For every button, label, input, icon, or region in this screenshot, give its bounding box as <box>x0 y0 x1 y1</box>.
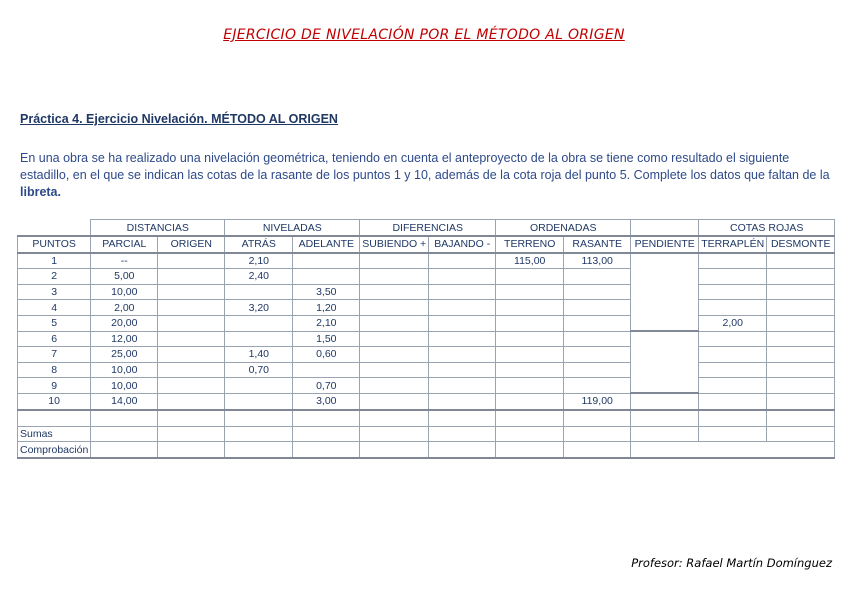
cell-rasante <box>564 378 631 394</box>
cell-atras: 3,20 <box>225 300 293 316</box>
cell-bajando <box>429 300 496 316</box>
cell-adelante: 3,50 <box>293 284 360 300</box>
cell-rasante <box>564 300 631 316</box>
table-row <box>18 393 835 410</box>
cell-desmonte <box>767 362 835 378</box>
cell-parcial: 10,00 <box>91 284 158 300</box>
table-cell <box>496 410 564 426</box>
cell-atras: 1,40 <box>225 347 293 363</box>
cell-terraplen <box>699 331 767 347</box>
cell-desmonte <box>767 378 835 394</box>
cell-subiendo <box>360 300 429 316</box>
cell-punto: 3 <box>18 284 91 300</box>
group-distancias: DISTANCIAS <box>91 220 225 237</box>
cell-terraplen <box>699 378 767 394</box>
table-cell <box>496 426 564 442</box>
table-row <box>18 269 835 285</box>
cell-punto: 6 <box>18 331 91 347</box>
table-cell <box>429 426 496 442</box>
table-row <box>18 253 835 269</box>
cell-parcial: 2,00 <box>91 300 158 316</box>
statement-text: En una obra se ha realizado una nivelación geométrica, teniendo en cuenta el anteproyecto de la obra se tiene como resultado el siguiente estadillo, en el que se indican las cotas de la rasante de los puntos 1 y 10, además de la cota roja del punto 5. Complete los datos que faltan de la <box>20 151 830 182</box>
table-cell <box>429 410 496 426</box>
col-origen: ORIGEN <box>158 236 225 253</box>
table-row <box>18 284 835 300</box>
cell-punto: 7 <box>18 347 91 363</box>
cell-adelante: 0,70 <box>293 378 360 394</box>
cell-atras: 2,10 <box>225 253 293 269</box>
cell-origen <box>158 284 225 300</box>
cell-adelante <box>293 269 360 285</box>
table-cell <box>496 442 564 458</box>
cell-atras: 0,70 <box>225 362 293 378</box>
col-terraplen: TERRAPLÉN <box>699 236 767 253</box>
table-cell <box>91 410 158 426</box>
table-cell <box>158 410 225 426</box>
cell-adelante <box>293 362 360 378</box>
cell-punto: 8 <box>18 362 91 378</box>
cell-adelante: 1,20 <box>293 300 360 316</box>
comprobacion-label: Comprobación <box>18 442 91 458</box>
cell-subiendo <box>360 284 429 300</box>
table-cell <box>158 442 225 458</box>
cell-subiendo <box>360 378 429 394</box>
cell-adelante: 1,50 <box>293 331 360 347</box>
table-cell <box>158 426 225 442</box>
group-cotas-rojas: COTAS ROJAS <box>699 220 835 237</box>
cell-terraplen <box>699 269 767 285</box>
cell-origen <box>158 362 225 378</box>
cell-terreno <box>496 315 564 331</box>
cell-punto: 9 <box>18 378 91 394</box>
table-cell <box>225 410 293 426</box>
cell-rasante <box>564 362 631 378</box>
cell-rasante: 119,00 <box>564 393 631 410</box>
col-parcial: PARCIAL <box>91 236 158 253</box>
table-cell <box>631 442 835 458</box>
problem-statement <box>20 150 832 201</box>
sumas-label: Sumas <box>18 426 91 442</box>
cell-subiendo <box>360 393 429 410</box>
table-cell <box>293 442 360 458</box>
cell-origen <box>158 393 225 410</box>
cell-terreno <box>496 362 564 378</box>
cell-desmonte <box>767 253 835 269</box>
cell-subiendo <box>360 315 429 331</box>
cell-desmonte <box>767 393 835 410</box>
cell-terreno <box>496 331 564 347</box>
table-cell <box>564 442 631 458</box>
cell-terreno <box>496 300 564 316</box>
cell-origen <box>158 347 225 363</box>
practice-subtitle <box>20 112 338 126</box>
subtitle-prefix: Práctica 4. Ejercicio Nivelación. <box>20 112 212 126</box>
group-diferencias: DIFERENCIAS <box>360 220 496 237</box>
table-row <box>18 300 835 316</box>
cell-subiendo <box>360 347 429 363</box>
cell-parcial: 10,00 <box>91 362 158 378</box>
cell-origen <box>158 300 225 316</box>
cell-desmonte <box>767 269 835 285</box>
table-cell <box>18 410 91 426</box>
table-cell <box>564 426 631 442</box>
cell-origen <box>158 253 225 269</box>
cell-parcial: 12,00 <box>91 331 158 347</box>
sumas-row <box>18 426 835 442</box>
cell-terreno <box>496 393 564 410</box>
col-puntos: PUNTOS <box>18 236 91 253</box>
cell-rasante <box>564 315 631 331</box>
cell-parcial: 25,00 <box>91 347 158 363</box>
table-cell <box>360 442 429 458</box>
cell-terraplen <box>699 284 767 300</box>
table-row <box>18 331 835 347</box>
cell-punto: 4 <box>18 300 91 316</box>
col-rasante: RASANTE <box>564 236 631 253</box>
table-row <box>18 347 835 363</box>
cell-desmonte <box>767 300 835 316</box>
cell-rasante: 113,00 <box>564 253 631 269</box>
cell-parcial: 10,00 <box>91 378 158 394</box>
cell-origen <box>158 269 225 285</box>
cell-bajando <box>429 393 496 410</box>
comprobacion-row <box>18 442 835 458</box>
group-niveladas: NIVELADAS <box>225 220 360 237</box>
cell-terraplen <box>699 347 767 363</box>
cell-bajando <box>429 362 496 378</box>
cell-parcial: 20,00 <box>91 315 158 331</box>
cell-punto: 2 <box>18 269 91 285</box>
col-terreno: TERRENO <box>496 236 564 253</box>
table-cell <box>767 410 835 426</box>
cell-terreno <box>496 284 564 300</box>
cell-adelante: 3,00 <box>293 393 360 410</box>
cell-punto: 1 <box>18 253 91 269</box>
table-cell <box>767 426 835 442</box>
table-cell <box>429 442 496 458</box>
table-cell <box>631 410 699 426</box>
cell-rasante <box>564 347 631 363</box>
spacer-row <box>18 410 835 426</box>
cell-terreno <box>496 347 564 363</box>
cell-origen <box>158 315 225 331</box>
cell-pendiente <box>631 331 699 393</box>
table-cell <box>360 426 429 442</box>
cell-pendiente <box>631 253 699 331</box>
header-blank <box>18 220 91 237</box>
column-header-row <box>18 236 835 253</box>
col-subiendo: SUBIENDO + <box>360 236 429 253</box>
cell-terreno <box>496 378 564 394</box>
col-desmonte: DESMONTE <box>767 236 835 253</box>
cell-adelante: 0,60 <box>293 347 360 363</box>
col-atras: ATRÁS <box>225 236 293 253</box>
cell-terraplen <box>699 362 767 378</box>
cell-parcial: 14,00 <box>91 393 158 410</box>
cell-rasante <box>564 331 631 347</box>
cell-subiendo <box>360 269 429 285</box>
table-cell <box>293 410 360 426</box>
cell-origen <box>158 331 225 347</box>
cell-bajando <box>429 347 496 363</box>
col-bajando: BAJANDO - <box>429 236 496 253</box>
group-ordenadas: ORDENADAS <box>496 220 631 237</box>
cell-rasante <box>564 284 631 300</box>
table-cell <box>91 442 158 458</box>
cell-terraplen <box>699 300 767 316</box>
cell-bajando <box>429 315 496 331</box>
statement-bold-end: libreta. <box>20 185 61 199</box>
table-row <box>18 362 835 378</box>
cell-parcial: -- <box>91 253 158 269</box>
table-cell <box>631 426 699 442</box>
subtitle-emphasis: MÉTODO AL ORIGEN <box>211 112 338 126</box>
cell-subiendo <box>360 362 429 378</box>
cell-parcial: 5,00 <box>91 269 158 285</box>
cell-punto: 5 <box>18 315 91 331</box>
cell-adelante <box>293 253 360 269</box>
cell-adelante: 2,10 <box>293 315 360 331</box>
author-credit: Profesor: Rafael Martín Domínguez <box>631 556 832 570</box>
cell-bajando <box>429 378 496 394</box>
cell-terraplen <box>699 393 767 410</box>
cell-atras <box>225 393 293 410</box>
cell-terreno: 115,00 <box>496 253 564 269</box>
group-header-row <box>18 220 835 237</box>
table-row <box>18 315 835 331</box>
cell-bajando <box>429 331 496 347</box>
cell-origen <box>158 378 225 394</box>
cell-atras <box>225 315 293 331</box>
cell-pendiente <box>631 393 699 410</box>
table-cell <box>699 426 767 442</box>
cell-atras <box>225 331 293 347</box>
cell-terraplen: 2,00 <box>699 315 767 331</box>
cell-atras <box>225 284 293 300</box>
group-pendiente-blank <box>631 220 699 237</box>
table-cell <box>225 426 293 442</box>
table-cell <box>564 410 631 426</box>
cell-rasante <box>564 269 631 285</box>
leveling-table <box>17 219 835 459</box>
table-cell <box>293 426 360 442</box>
cell-atras: 2,40 <box>225 269 293 285</box>
cell-terraplen <box>699 253 767 269</box>
cell-desmonte <box>767 347 835 363</box>
cell-punto: 10 <box>18 393 91 410</box>
col-pendiente: PENDIENTE <box>631 236 699 253</box>
col-adelante: ADELANTE <box>293 236 360 253</box>
cell-bajando <box>429 253 496 269</box>
table-cell <box>91 426 158 442</box>
table-body <box>18 253 835 410</box>
cell-bajando <box>429 269 496 285</box>
table-cell <box>699 410 767 426</box>
table-row <box>18 378 835 394</box>
table-cell <box>225 442 293 458</box>
cell-atras <box>225 378 293 394</box>
table-cell <box>360 410 429 426</box>
page-title: EJERCICIO DE NIVELACIÓN POR EL MÉTODO AL ORIGEN <box>223 27 625 43</box>
cell-desmonte <box>767 315 835 331</box>
cell-desmonte <box>767 284 835 300</box>
cell-subiendo <box>360 331 429 347</box>
cell-bajando <box>429 284 496 300</box>
cell-subiendo <box>360 253 429 269</box>
cell-desmonte <box>767 331 835 347</box>
cell-terreno <box>496 269 564 285</box>
